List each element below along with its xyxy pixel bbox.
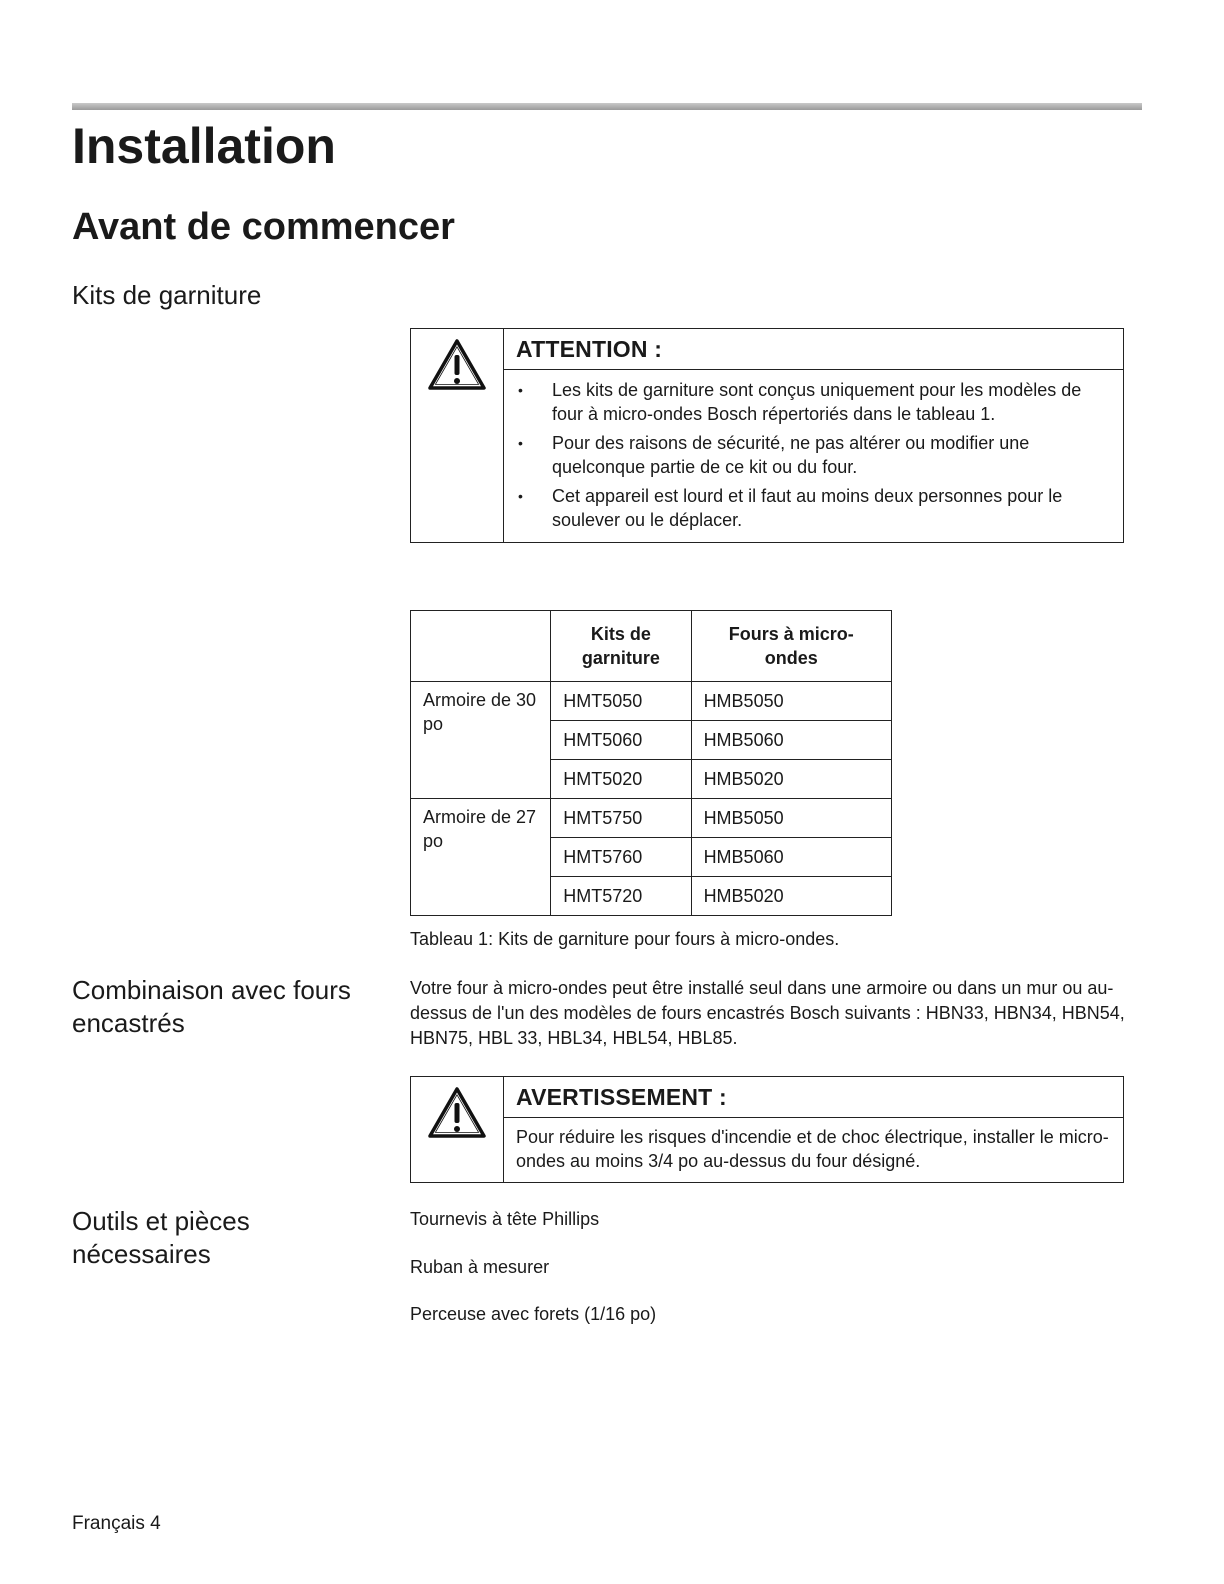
attention-list — [504, 370, 1123, 545]
kits-heading: Kits de garniture — [72, 280, 262, 310]
attention-item: • Les kits de garniture sont conçus uniquement pour les modèles de four à micro-ondes Bosch répertoriés dans le tableau 1. — [518, 378, 1111, 426]
warning-triangle-icon — [426, 1085, 488, 1141]
attention-box — [410, 328, 1124, 543]
tools-heading: Outils et pièces nécessaires — [72, 1206, 250, 1269]
table-cell: HMB5060 — [691, 721, 891, 760]
table-group-label: Armoire de 27 po — [411, 799, 551, 916]
table-header-cell — [411, 611, 551, 682]
table-cell: HMT5050 — [551, 682, 691, 721]
page-title: Installation — [72, 118, 336, 174]
page-footer: Français 4 — [72, 1513, 161, 1534]
table-header-cell: Fours à micro-ondes — [691, 611, 891, 682]
table-row — [411, 799, 892, 838]
table-cell: HMT5720 — [551, 877, 691, 916]
attention-title: ATTENTION : — [504, 329, 1123, 370]
attention-content — [504, 329, 1123, 542]
tool-item: Ruban à mesurer — [410, 1257, 550, 1277]
section-title: Avant de commencer — [72, 206, 455, 248]
combination-text: Votre four à micro-ondes peut être installé seul dans une armoire ou dans un mur ou au-dessus de l'un des modèles de fours encastrés Bosch suivants : HBN33, HBN34, HBN54, HBN75, HBL 33, HBL34, HBL54, HBL85. — [410, 978, 1125, 1048]
tool-item: Perceuse avec forets (1/16 po) — [410, 1304, 657, 1324]
warning-title: AVERTISSEMENT : — [504, 1077, 1123, 1118]
table-cell: HMB5020 — [691, 760, 891, 799]
attention-item: • Pour des raisons de sécurité, ne pas altérer ou modifier une quelconque partie de ce kit ou du four. — [518, 431, 1111, 479]
table-caption: Tableau 1: Kits de garniture pour fours à micro-ondes. — [410, 929, 840, 949]
table-header-cell: Kits de garniture — [551, 611, 691, 682]
table-cell: HMT5020 — [551, 760, 691, 799]
warning-box — [410, 1076, 1124, 1183]
table-group-label: Armoire de 30 po — [411, 682, 551, 799]
table-cell: HMB5020 — [691, 877, 891, 916]
attention-item: • Cet appareil est lourd et il faut au moins deux personnes pour le soulever ou le déplacer. — [518, 484, 1111, 532]
kits-table — [410, 610, 892, 916]
warning-icon-cell — [411, 1077, 504, 1182]
table-cell: HMB5050 — [691, 682, 891, 721]
table-cell: HMT5760 — [551, 838, 691, 877]
warning-text: Pour réduire les risques d'incendie et de choc électrique, installer le micro-ondes au moins 3/4 po au-dessus du four désigné. — [516, 1127, 1109, 1171]
table-cell: HMB5060 — [691, 838, 891, 877]
table-cell: HMB5050 — [691, 799, 891, 838]
table-row — [411, 682, 892, 721]
combination-heading: Combinaison avec fours encastrés — [72, 975, 351, 1038]
top-rule — [72, 103, 1142, 110]
warning-triangle-icon — [426, 337, 488, 393]
attention-icon-cell — [411, 329, 504, 542]
table-cell: HMT5750 — [551, 799, 691, 838]
table-cell: HMT5060 — [551, 721, 691, 760]
table-header-row — [411, 611, 892, 682]
warning-content — [504, 1077, 1123, 1182]
tool-item: Tournevis à tête Phillips — [410, 1209, 600, 1229]
